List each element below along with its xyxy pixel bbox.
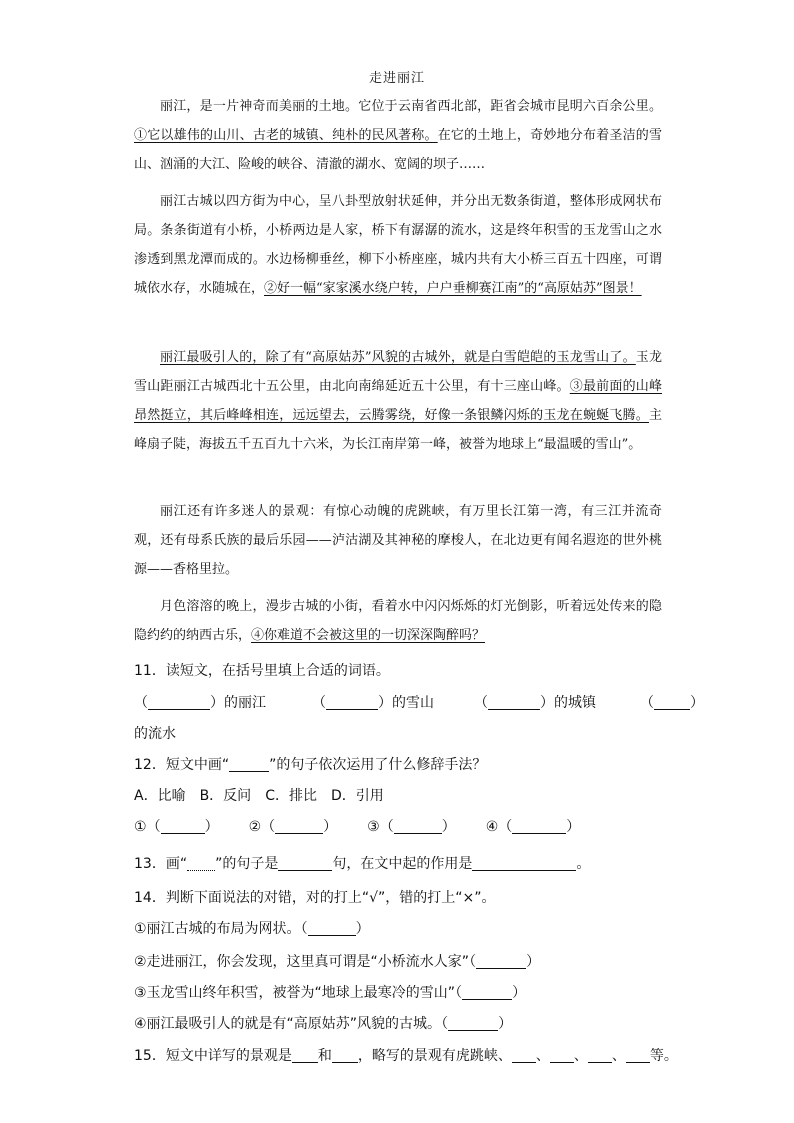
q13-text: 。 bbox=[576, 856, 591, 872]
text-run: 丽江，是一片神奇而美丽的土地。它位于云南省西北部，距省会城市昆明六百余公里。 bbox=[160, 99, 662, 114]
blank-suffix: 的丽江 bbox=[224, 695, 266, 711]
passage-paragraph-2 bbox=[134, 187, 662, 303]
text-run: 丽江还有许多迷人的景观：有惊心动魄的虎跳峡，有万里长江第一湾，有三江并流奇观，还有母系氏族的最后乐园——泸沽湖及其神秘的摩梭人，在北边更有闻名遐迩的世外桃源——香格里拉。 bbox=[134, 504, 662, 577]
option-c: C．排比 bbox=[265, 788, 317, 804]
answer-blank[interactable] bbox=[308, 921, 356, 936]
statement-text: ①丽江古城的布局为网状。 bbox=[134, 921, 301, 937]
q12-text: ”的句子依次运用了什么修辞手法？ bbox=[269, 757, 487, 773]
answer-blank[interactable] bbox=[472, 856, 576, 871]
answer-blank[interactable] bbox=[332, 1048, 358, 1063]
answer-blank[interactable] bbox=[275, 819, 323, 834]
underlined-text: 丽江最吸引人的，除了有“高原姑苏”风貌的古城外，就是白雪皑皑的玉龙雪山了。 bbox=[160, 350, 636, 365]
option-d: D．引用 bbox=[330, 788, 384, 804]
q15-text: 和 bbox=[317, 1048, 332, 1064]
answer-blank[interactable] bbox=[512, 1048, 536, 1063]
q15-text: 等。 bbox=[649, 1048, 678, 1064]
blank-number: ② bbox=[248, 819, 262, 835]
page-title: 走进丽江 bbox=[368, 71, 425, 86]
q13-text: ”的句子是 bbox=[215, 856, 279, 872]
question-14-item-2: ②走进丽江，你会发现，这里真可谓是“小桥流水人家”（ ） bbox=[134, 954, 541, 970]
text-run: 在它的土地上，奇妙地分布着圣洁的雪山、汹涌的大江、险峻的峡谷、清澈的湖水、宽阔的坝子…… bbox=[134, 128, 662, 172]
underlined-sentence-3: ③最前面的山峰昂然挺立，其后峰峰相连，远远望去，云腾雾绕，好像一条银鳞闪烁的玉龙在蜿蜒飞腾。 bbox=[134, 379, 662, 423]
statement-text: ②走进丽江，你会发现，这里真可谓是“小桥流水人家” bbox=[134, 954, 470, 970]
answer-blank[interactable] bbox=[148, 695, 210, 710]
blank-suffix: 的城镇 bbox=[554, 695, 596, 711]
blank-suffix: 的雪山 bbox=[392, 695, 434, 711]
question-12 bbox=[134, 754, 674, 774]
statement-text: ④丽江最吸引人的就是有“高原姑苏”风貌的古城。 bbox=[134, 1016, 442, 1032]
blank-number: ③ bbox=[367, 819, 380, 835]
q13-text: 句，在文中起的作用是 bbox=[332, 856, 473, 872]
underline-sample bbox=[229, 757, 269, 772]
answer-blank[interactable] bbox=[654, 695, 690, 710]
text-run: 月色溶溶的晚上，漫步古城的小街，看着水中闪闪烁烁的灯光倒影，听着远处传来的隐隐约约的纳西古乐， bbox=[134, 599, 662, 643]
question-14-item-3: ③玉龙雪山终年积雪，被誉为“地球上最寒冷的雪山”（ ） bbox=[134, 985, 527, 1001]
answer-blank[interactable] bbox=[462, 985, 512, 1000]
question-14: 14．判断下面说法的对错，对的打上“√”，错的打上“×”。 bbox=[134, 890, 496, 906]
underlined-sentence-1: ①它以雄伟的山川、古老的城镇、纯朴的民风著称。 bbox=[134, 128, 438, 143]
option-a: A．比喻 bbox=[134, 788, 186, 804]
answer-blank[interactable] bbox=[448, 1016, 498, 1031]
separator: 、 bbox=[611, 1048, 626, 1064]
answer-blank[interactable] bbox=[161, 819, 205, 834]
answer-blank[interactable] bbox=[588, 1048, 612, 1063]
question-12-blanks: ①（ ） ②（ ） ③（ ） ④（ ） bbox=[134, 819, 581, 835]
answer-blank[interactable] bbox=[626, 1048, 650, 1063]
underlined-sentence-4: ④你难道不会被这里的一切深深陶醉吗？ bbox=[251, 628, 486, 643]
answer-blank[interactable] bbox=[550, 1048, 574, 1063]
passage-paragraph-5 bbox=[134, 592, 662, 650]
passage-paragraph-4 bbox=[134, 497, 662, 584]
q12-text: 12．短文中画“ bbox=[134, 757, 230, 773]
text-run: 玉龙雪山距丽江古城西北十五公里，由北向南绵延近五十公里，有十三座山峰。 bbox=[134, 350, 662, 394]
question-11-line2: 的流水 bbox=[134, 726, 176, 742]
passage-paragraph-1 bbox=[134, 92, 662, 179]
underlined-sentence-2: ②好一幅“家家溪水绕户转，户户垂柳赛江南”的“高原姑苏”图景！ bbox=[264, 281, 642, 296]
question-11-blanks: （ ）的丽江 （ ）的雪山 （ ）的城镇 （ ） bbox=[134, 695, 704, 711]
question-13 bbox=[134, 853, 674, 873]
answer-blank[interactable] bbox=[488, 695, 540, 710]
q15-text: ，略写的景观有虎跳峡、 bbox=[357, 1048, 512, 1064]
wavy-underline-sample bbox=[187, 856, 215, 871]
answer-blank[interactable] bbox=[394, 819, 442, 834]
statement-text: ③玉龙雪山终年积雪，被誉为“地球上最寒冷的雪山” bbox=[134, 985, 456, 1001]
answer-blank[interactable] bbox=[512, 819, 566, 834]
answer-blank[interactable] bbox=[278, 856, 332, 871]
separator: 、 bbox=[573, 1048, 588, 1064]
q15-text: 15．短文中详写的景观是 bbox=[134, 1048, 292, 1064]
text-run: 丽江古城以四方街为中心，呈八卦型放射状延伸，并分出无数条街道，整体形成网状布局。条条街道有小桥，小桥两边是人家，桥下有潺潺的流水，这是终年积雪的玉龙雪山之水渗透到黑龙潭而成的。水边杨柳垂丝，柳下小桥座座，城内共有大小桥三百五十四座，可谓城依水存，水随城在， bbox=[134, 194, 662, 296]
option-b: B．反问 bbox=[199, 788, 252, 804]
question-12-options bbox=[134, 785, 674, 805]
answer-blank[interactable] bbox=[476, 954, 526, 969]
blank-number: ④ bbox=[485, 819, 499, 835]
answer-blank[interactable] bbox=[326, 695, 378, 710]
question-11: 11．读短文，在括号里填上合适的词语。 bbox=[134, 663, 390, 679]
q13-text: 13．画“ bbox=[134, 856, 188, 872]
separator: 、 bbox=[535, 1048, 550, 1064]
answer-blank[interactable] bbox=[292, 1048, 318, 1063]
text-run: 主峰扇子陡，海拔五千五百九十六米，为长江南岸第一峰，被誉为地球上“最温暖的雪山”。 bbox=[134, 408, 662, 452]
blank-number: ① bbox=[134, 819, 147, 835]
question-14-item-1: ①丽江古城的布局为网状。（ ） bbox=[134, 921, 370, 937]
question-14-item-4: ④丽江最吸引人的就是有“高原姑苏”风貌的古城。（ ） bbox=[134, 1016, 513, 1032]
question-15 bbox=[134, 1045, 678, 1065]
passage-paragraph-3 bbox=[134, 343, 662, 459]
